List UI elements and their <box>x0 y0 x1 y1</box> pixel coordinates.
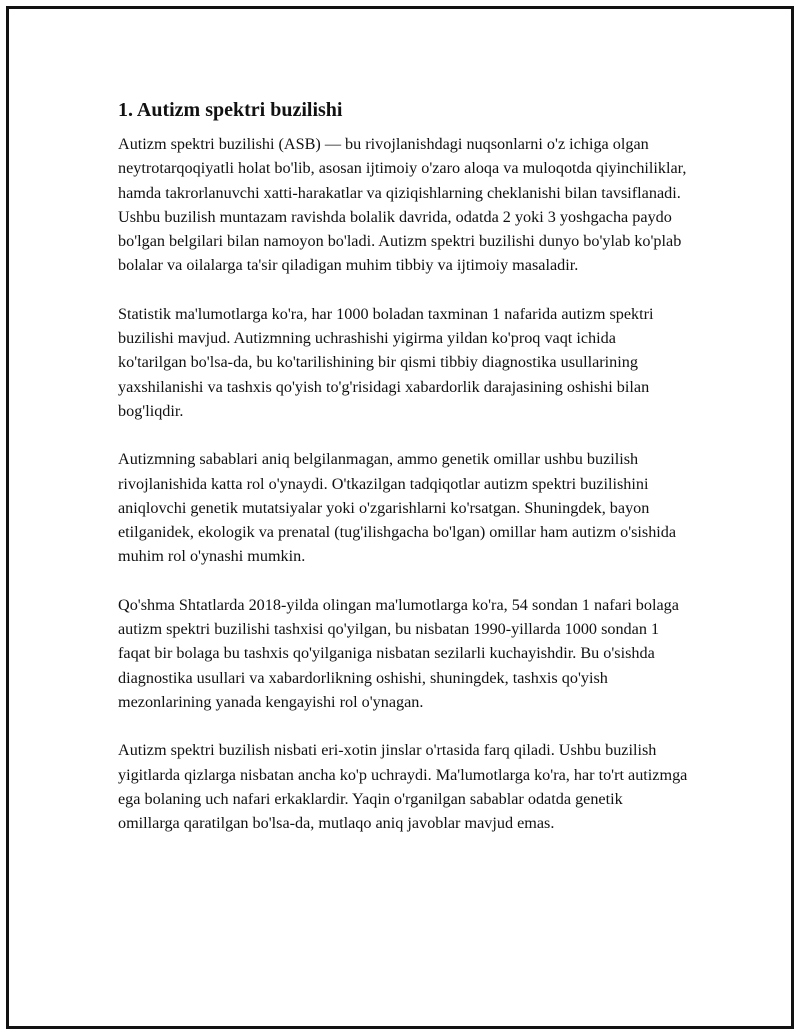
paragraph-statistics: Statistik ma'lumotlarga ko'ra, har 1000 boladan taxminan 1 nafarida autizm spektri buzilishi mavjud. Autizmning uchrashishi yigirma yildan ko'proq vaqt ichida ko'tarilgan bo'lsa-da, bu ko'tarilishining bir qismi tibbiy diagnostika usullarining yaxshilanishi va tashxis qo'yish to'g'risidagi xabardorlik darajasining oshishi bilan bog'liqdir. <box>118 304 654 420</box>
paragraph-gender-ratio: Autizm spektri buzilish nisbati eri-xotin jinslar o'rtasida farq qiladi. Ushbu buzilish yigitlarda qizlarga nisbatan ancha ko'p uchraydi. Ma'lumotlarga ko'ra, har to'rt autizmga ega bolaning uch nafari erkaklardir. Yaqin o'rganilgan sabablar odatda genetik omillarga qaratilgan bo'lsa-da, mutlaqo aniq javoblar mavjud emas. <box>118 741 688 833</box>
document-title: 1. Autizm spektri buzilishi <box>118 99 343 121</box>
paragraph-definition: Autizm spektri buzilishi (ASB) — bu rivojlanishdagi nuqsonlarni o'z ichiga olgan neytrotarqoqiyatli holat bo'lib, asosan ijtimoiy o'zaro aloqa va muloqotda qiyinchiliklar, hamda takrorlanuvchi xatti-harakatlar va qiziqishlarning cheklanishi bilan tavsiflanadi. Ushbu buzilish muntazam ravishda bolalik davrida, odatda 2 yoki 3 yoshgacha paydo bo'lgan belgilari bilan namoyon bo'ladi. Autizm spektri buzilishi dunyo bo'ylab ko'plab bolalar va oilalarga ta'sir qiladigan muhim tibbiy va ijtimoiy masaladir. <box>118 135 687 275</box>
paragraph-us-data: Qo'shma Shtatlarda 2018-yilda olingan ma'lumotlarga ko'ra, 54 sondan 1 nafari bolaga autizm spektri buzilishi tashxisi qo'yilgan, bu nisbatan 1990-yillarda 1000 sondan 1 faqat bir bolaga bu tashxis qo'yilganiga nisbatan sezilarli kuchayishdir. Bu o'sishda diagnostika usullari va xabardorlikning oshishi, shuningdek, tashxis qo'yish mezonlarining yanada kengayishi rol o'ynagan. <box>118 595 679 711</box>
page-frame <box>6 6 794 1029</box>
document-body <box>118 96 688 859</box>
paragraph-causes: Autizmning sabablari aniq belgilanmagan, ammo genetik omillar ushbu buzilish rivojlanishida katta rol o'ynaydi. O'tkazilgan tadqiqotlar autizm spektri buzilishini aniqlovchi genetik mutatsiyalar yoki o'zgarishlarni ko'rsatgan. Shuningdek, bayon etilganidek, ekologik va prenatal (tug'ilishgacha bo'lgan) omillar ham autizm o'sishida muhim rol o'ynashi mumkin. <box>118 450 677 566</box>
